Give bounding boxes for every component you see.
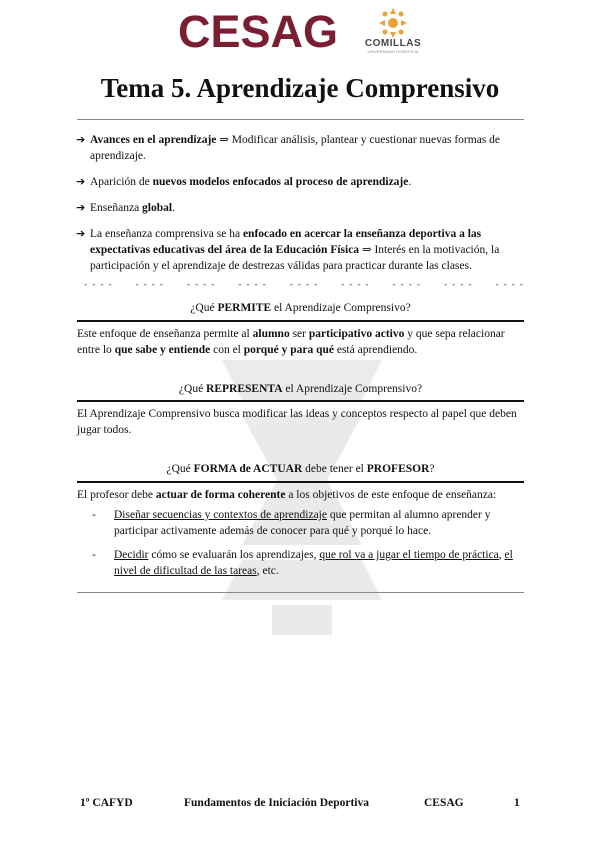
bold-text: nuevos modelos enfocados al proceso de aprendizaje: [152, 176, 409, 188]
bold-text: alumno: [252, 328, 290, 340]
intro-bullet: [76, 200, 526, 216]
text-run: ⇒ Modificar análisis, plantear y cuestionar nuevas formas de aprendizaje.: [90, 134, 501, 162]
dash-bullet: -: [92, 509, 96, 521]
section-divider: [77, 481, 524, 483]
intro-bullet: [76, 174, 526, 190]
comillas-logo-subtext: UNIVERSIDAD PONTIFICIA: [367, 49, 419, 54]
bold-text: PROFESOR: [366, 463, 430, 475]
title-divider: [77, 119, 524, 120]
underlined-text: Decidir: [114, 549, 149, 561]
cesag-logo: CESAG: [178, 6, 339, 57]
text-run: Enseñanza: [90, 202, 143, 214]
footer-institution: CESAG: [424, 797, 464, 809]
bold-text: Avances en el aprendizaje: [90, 134, 217, 146]
text-run: ¿Qué: [166, 463, 194, 475]
content-end-divider: [77, 592, 524, 593]
text-run: ¿Qué: [178, 383, 207, 395]
underlined-text: Diseñar secuencias y contextos de aprendizaje: [114, 509, 327, 521]
bold-text: actuar de forma coherente: [155, 489, 286, 501]
text-run: Este enfoque de enseñanza permite al: [77, 328, 253, 340]
separator-dash-group: - - - -: [392, 280, 422, 290]
text-run: el Aprendizaje Comprensivo?: [282, 383, 423, 395]
arrow-right-icon: ➔: [76, 133, 86, 146]
text-run: está aprendiendo.: [333, 344, 418, 356]
page-footer: [80, 797, 520, 813]
answer-representa: [77, 406, 517, 438]
intro-bullet: [76, 132, 526, 164]
arrow-right-icon: ➔: [76, 227, 86, 240]
separator-dash-group: - - - -: [495, 280, 524, 290]
answer-permite: [77, 326, 517, 358]
text-run: .: [172, 202, 175, 214]
text-run: , etc.: [256, 565, 279, 577]
bold-text: participativo activo: [308, 328, 405, 340]
separator-dash-group: - - - -: [84, 280, 113, 290]
question-representa: [77, 381, 524, 397]
underlined-text: que rol va a jugar el tiempo de práctica: [319, 549, 499, 561]
page-title: Tema 5. Aprendizaje Comprensivo: [100, 73, 500, 103]
arrow-right-icon: ➔: [76, 201, 86, 214]
text-run: cómo se evaluarán los aprendizajes,: [148, 549, 320, 561]
text-run: ser: [289, 328, 309, 340]
text-run: El Aprendizaje Comprensivo busca modificar las ideas y conceptos respecto al papel que deben jugar todos.: [77, 408, 517, 436]
dash-bullet: -: [92, 549, 96, 561]
section-divider: [77, 400, 524, 402]
teacher-action-item: [92, 547, 517, 579]
text-run: con el: [210, 344, 244, 356]
section-divider: [77, 320, 524, 322]
bold-text: REPRESENTA: [206, 383, 283, 395]
separator-dash-group: - - - -: [443, 280, 473, 290]
underlined-text: el nivel de dificultad de las tareas: [114, 549, 513, 577]
separator-dash-group: - - - -: [135, 280, 164, 290]
bold-text: que sabe y entiende: [114, 344, 211, 356]
text-run: y que sepa relacionar entre lo: [77, 328, 505, 356]
bold-text: global: [142, 202, 173, 214]
comillas-logo: [358, 8, 428, 66]
text-run: El profesor debe: [77, 489, 156, 501]
answer-forma-actuar: [77, 487, 517, 503]
text-run: debe tener el: [302, 463, 367, 475]
intro-bullet-list: [76, 132, 526, 284]
dashed-separator: [84, 280, 524, 290]
text-run: Aparición de: [90, 176, 153, 188]
separator-dash-group: - - - -: [238, 280, 267, 290]
text-run: que permitan al alumno aprender y participar activamente además de conocer para qué y porqué lo hace.: [114, 509, 491, 537]
bold-text: PERMITE: [217, 302, 272, 314]
comillas-emblem-icon: [379, 8, 407, 38]
question-permite: [77, 300, 524, 316]
text-run: el Aprendizaje Comprensivo?: [271, 302, 411, 314]
separator-dash-group: - - - -: [289, 280, 319, 290]
text-run: ,: [498, 549, 505, 561]
text-run: ¿Qué: [190, 302, 218, 314]
bold-text: porqué y para qué: [243, 344, 334, 356]
teacher-actions-list: [92, 507, 517, 587]
separator-dash-group: - - - -: [341, 280, 370, 290]
footer-subject: Fundamentos de Iniciación Deportiva: [184, 797, 369, 809]
bold-text: enfocado en acercar la enseñanza deportiva a las expectativas educativas del área de la Educación Física: [90, 228, 482, 256]
text-run: .: [408, 176, 412, 188]
text-run: La enseñanza comprensiva se ha: [90, 228, 243, 240]
question-forma-actuar: [77, 461, 524, 477]
teacher-action-item: [92, 507, 517, 539]
bold-text: FORMA de ACTUAR: [193, 463, 303, 475]
text-run: ⇒ Interés en la motivación, la participación y el aprendizaje de destrezas válidas para practicar durante las clases.: [90, 244, 500, 272]
comillas-logo-text: COMILLAS: [364, 38, 422, 49]
footer-page-number: 1: [514, 797, 520, 809]
footer-course: 1º CAFYD: [80, 797, 133, 809]
separator-dash-group: - - - -: [186, 280, 216, 290]
intro-bullet: [76, 226, 526, 274]
arrow-right-icon: ➔: [76, 175, 86, 188]
text-run: a los objetivos de este enfoque de enseñanza:: [285, 489, 497, 501]
text-run: ?: [429, 463, 435, 475]
